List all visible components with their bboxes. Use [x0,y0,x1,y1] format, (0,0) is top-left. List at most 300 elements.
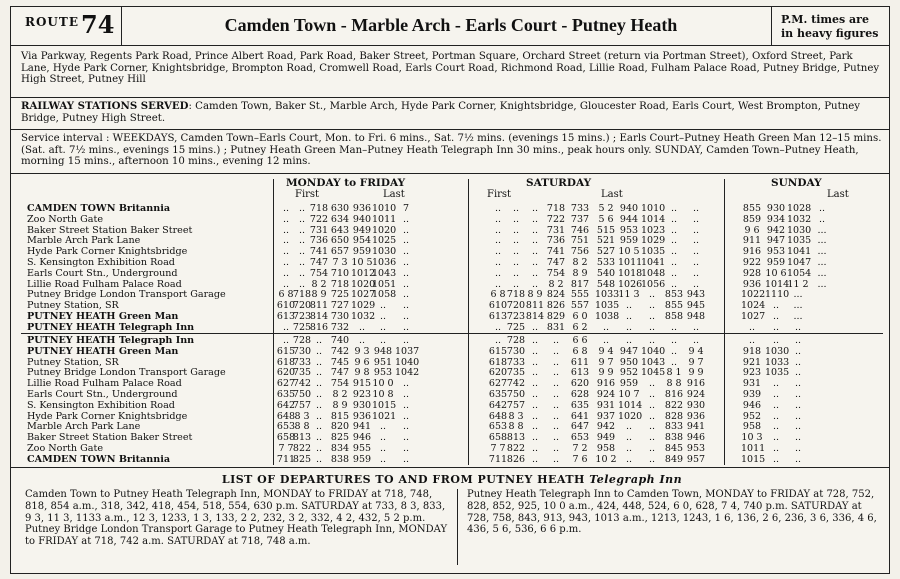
time-cell: 1024 [741,300,766,312]
time-cell: 733 [292,356,312,368]
time-cell: 711 [276,453,296,465]
time-cell: 9 9 [598,367,614,379]
time-cell: 731 [309,224,329,236]
time-cell: .. [531,235,539,247]
time-cell: ... [793,311,803,322]
time-cell: 754 [546,267,566,279]
pm-note-line: P.M. times are [781,13,869,26]
time-cell: .. [794,367,802,379]
time-cell: 658 [276,432,296,444]
time-cell: 8 2 [548,278,564,290]
time-cell: 941 [686,421,706,433]
time-cell: 1041 [787,246,812,258]
time-cell: ... [817,267,827,279]
time-cell: 1012 [351,267,376,279]
time-cell: .. [772,300,780,312]
time-cell: .. [512,224,520,236]
time-cell: .. [531,345,539,357]
time-cell: .. [648,311,656,322]
stop-label-inbound: Putney Bridge London Transport Garage [27,367,226,379]
time-cell: .. [531,213,539,225]
time-cell: 1014 [641,213,666,225]
time-cell: 1032 [351,311,376,322]
time-cell: .. [298,224,306,236]
time-cell: .. [512,235,520,247]
time-cell: .. [531,335,539,346]
time-cell: .. [648,443,656,454]
time-cell: 957 [686,453,706,465]
last-label: Last [383,189,405,200]
time-cell: 9 7 [598,356,614,368]
time-cell: .. [494,213,502,225]
time-cell: 855 [664,300,684,312]
time-cell: .. [794,432,802,444]
time-cell: .. [402,300,410,312]
time-cell: 527 [596,246,616,258]
time-cell: .. [748,321,756,333]
time-cell: .. [315,389,323,400]
departures-paragraph: Putney Bridge London Transport Garage to Putney Heath Telegraph Inn, MONDAY to FRIDAY at 718, 742 a.m. SATURDAY at 718, 748 a.m. [25,524,448,548]
time-cell: 1025 [372,235,397,247]
time-cell: 1015 [741,453,766,465]
time-cell: .. [494,267,502,279]
time-cell: .. [670,335,678,346]
time-cell: 741 [309,246,329,258]
time-cell: .. [298,235,306,247]
time-cell: 746 [570,224,590,236]
time-cell: ... [817,246,827,258]
time-cell: 931 [596,399,616,411]
time-cell: .. [648,378,656,390]
time-cell: .. [794,453,802,465]
time-cell: 820 [330,421,350,433]
time-cell: 942 [766,224,786,236]
group-saturday: SATURDAY [526,177,592,189]
time-cell: 959 [352,453,372,465]
stop-label-outbound: Putney Station, SR [27,300,119,312]
stop-label-outbound: Marble Arch Park Lane [27,235,141,247]
time-cell: .. [531,278,539,290]
time-cell: 1032 [787,213,812,225]
railway-text: : Camden Town, Baker St., Marble Arch, Hyde Park Corner, Knightsbridge, Gloucester Road, Earls Court, West Brompton, Putney Bridge, Putney High Street. [21,101,861,124]
time-cell: 515 [596,224,616,236]
time-cell: .. [494,224,502,236]
time-cell: 8 8 [666,378,682,390]
time-cell: .. [692,203,700,214]
time-cell: 732 [330,321,350,333]
time-cell: 751 [570,235,590,247]
time-cell: 730 [330,311,350,322]
time-cell: 816 [664,389,684,400]
time-cell: .. [552,410,560,422]
time-cell: .. [552,399,560,411]
time-cell: 1047 [787,257,812,268]
time-cell: 653 [488,421,508,433]
time-cell: .. [494,257,502,268]
time-cell: 8 1 [666,367,682,379]
time-cell: 533 [596,257,616,268]
time-cell: 7 6 [572,453,588,465]
time-cell: 853 [664,289,684,301]
time-cell: 922 [742,257,762,268]
column-divider [273,179,274,465]
time-cell: 950 [619,356,639,368]
time-cell: 750 [506,389,526,400]
time-cell: .. [402,278,410,290]
time-cell: 620 [488,367,508,379]
time-cell: 10 5 [618,246,640,258]
departures-heading-text: LIST OF DEPARTURES TO AND FROM PUTNEY HEATH [221,473,585,486]
time-cell: 1056 [641,278,666,290]
column-divider [468,179,469,465]
time-cell: .. [692,278,700,290]
pm-note [781,13,878,41]
time-cell: .. [692,224,700,236]
time-cell: 9 3 [354,345,370,357]
time-cell: 620 [276,367,296,379]
time-cell: .. [402,257,410,268]
divider [11,173,889,174]
group-sunday: SUNDAY [771,177,822,189]
time-cell: .. [298,246,306,258]
time-cell: .. [402,213,410,225]
time-cell: 1027 [351,289,376,301]
time-cell: 8 9 [332,399,348,411]
time-cell: .. [494,278,502,290]
time-cell: .. [379,300,387,312]
time-cell: .. [531,443,539,454]
time-cell: 8 2 [572,257,588,268]
time-cell: 824 [546,289,566,301]
stop-label-outbound: Lillie Road Fulham Palace Road [27,278,182,290]
time-cell: .. [818,203,826,214]
time-cell: 754 [330,378,350,390]
time-cell: 937 [596,410,616,422]
time-cell: .. [494,335,502,346]
stop-label-inbound: PUTNEY HEATH Telegraph Inn [27,335,195,346]
time-cell: .. [298,213,306,225]
time-cell: 855 [742,203,762,214]
time-cell: .. [282,224,290,236]
time-cell: 742 [330,345,350,357]
time-cell: 953 [373,367,393,379]
time-cell: 728 [292,335,312,346]
time-cell: 10 8 [372,389,394,400]
time-cell: 953 [619,224,639,236]
time-cell: .. [494,203,502,214]
departures-paragraph: Putney Heath Telegraph Inn to Camden Town, MONDAY to FRIDAY at 728, 752, 828, 852, 925, 10 0 a.m., 424, 448, 524, 6 0, 628, 7 4, 740 p.m. SATURDAY at 728, 758, 843, 913, 943, 1013 a.m., 1213, 1243, 1 6, 136, 2 6, 236, 3 6, 336, 4 6, 436, 5 6, 536, 6 6 p.m. [467,489,877,536]
time-cell: 952 [742,410,762,422]
time-cell: .. [512,267,520,279]
time-cell: 838 [664,432,684,444]
time-cell: 735 [292,367,312,379]
time-cell: 725 [330,289,350,301]
time-cell: 1010 [372,203,397,214]
time-cell: 1110 [765,289,790,301]
time-cell: 648 [488,410,508,422]
stop-label-inbound: PUTNEY HEATH Green Man [27,345,179,357]
time-cell: 859 [742,213,762,225]
time-cell: 954 [352,235,372,247]
time-cell: .. [531,389,539,400]
time-cell: 815 [330,410,350,422]
time-cell: 730 [506,345,526,357]
stop-label-inbound: Putney Station, SR [27,356,119,368]
time-cell: .. [531,203,539,214]
time-cell: .. [772,453,780,465]
time-cell: .. [298,278,306,290]
stop-label-outbound: Baker Street Station Baker Street [27,224,193,236]
time-cell: 930 [352,399,372,411]
time-cell: 742 [506,378,526,390]
time-cell: .. [402,335,410,346]
stop-label-outbound: PUTNEY HEATH Green Man [27,311,179,322]
time-cell: 947 [619,345,639,357]
time-cell: .. [402,389,410,400]
time-cell: .. [282,246,290,258]
time-cell: 618 [276,356,296,368]
time-cell: 611 [570,356,590,368]
time-cell: .. [794,378,802,390]
time-cell: 949 [596,432,616,444]
time-cell: 817 [570,278,590,290]
railway-label: RAILWAY STATIONS SERVED [21,100,189,112]
time-cell: 10 3 [741,432,763,444]
time-cell: 9 7 [688,356,704,368]
time-cell: .. [402,289,410,301]
time-cell: 742 [292,378,312,390]
stop-label-inbound: Lillie Road Fulham Palace Road [27,378,182,390]
time-cell: .. [358,321,366,333]
time-cell: .. [402,321,410,333]
time-cell: 939 [742,389,762,400]
time-cell: 736 [546,235,566,247]
time-cell: 1035 [765,367,790,379]
time-cell: 1058 [372,289,397,301]
route-label: ROUTE [25,15,79,29]
stop-label-inbound: Zoo North Gate [27,443,104,454]
time-cell: 6 8 [490,289,506,301]
time-cell: 613 [570,367,590,379]
time-cell: .. [531,421,539,433]
time-cell: .. [531,410,539,422]
time-cell: 555 [570,289,590,301]
time-cell: .. [692,321,700,333]
time-cell: 1027 [741,311,766,322]
time-cell: .. [648,453,656,465]
departures-right [467,489,879,536]
time-cell: 628 [570,389,590,400]
time-cell: 833 [664,421,684,433]
time-cell: 959 [352,246,372,258]
time-cell: 959 [766,257,786,268]
stop-label-outbound: CAMDEN TOWN Britannia [27,203,171,214]
time-cell: 1011 [618,257,643,268]
time-cell: ... [817,235,827,247]
time-cell: .. [315,410,323,422]
stop-label-inbound: CAMDEN TOWN Britannia [27,453,171,465]
time-cell: 838 [330,453,350,465]
time-cell: .. [794,443,802,454]
time-cell: .. [772,321,780,333]
time-cell: .. [315,345,323,357]
time-cell: 6 2 [572,321,588,333]
time-cell: .. [379,335,387,346]
time-cell: 951 [373,356,393,368]
time-cell: ... [817,257,827,268]
time-cell: .. [379,321,387,333]
time-cell: 620 [570,378,590,390]
time-cell: 6 0 [572,311,588,322]
time-cell: 1011 [372,213,397,225]
time-cell: 521 [596,235,616,247]
time-cell: .. [648,399,656,411]
time-cell: .. [772,378,780,390]
time-cell: 918 [742,345,762,357]
time-cell: .. [748,335,756,346]
time-cell: 811 [309,300,329,312]
time-cell: 9 6 [354,356,370,368]
time-cell: 733 [506,356,526,368]
time-cell: 1030 [765,345,790,357]
time-cell: 648 [276,410,296,422]
time-cell: 949 [352,224,372,236]
time-cell: 849 [664,453,684,465]
time-cell: 822 [506,443,526,454]
time-cell: 10 5 [351,257,373,268]
time-cell: .. [531,399,539,411]
time-cell: 1040 [395,356,420,368]
time-cell: .. [379,443,387,454]
time-cell: 1054 [787,267,812,279]
time-cell: .. [315,421,323,433]
time-cell: 615 [488,345,508,357]
time-cell: 814 [525,311,545,322]
time-cell: 710 [330,267,350,279]
time-cell: 747 [309,257,329,268]
time-cell: 733 [570,203,590,214]
stop-label-outbound: PUTNEY HEATH Telegraph Inn [27,321,195,333]
time-cell: .. [402,432,410,444]
time-cell: .. [315,378,323,390]
time-cell: .. [531,356,539,368]
time-cell: 5 6 [598,213,614,225]
time-cell: .. [772,421,780,433]
time-cell: 757 [506,399,526,411]
time-cell: .. [772,389,780,400]
time-cell: .. [648,432,656,444]
time-cell: 6 8 [572,345,588,357]
time-cell: .. [648,389,656,400]
time-cell: 826 [506,453,526,465]
time-cell: .. [402,453,410,465]
time-cell: 1048 [641,267,666,279]
time-cell: .. [315,432,323,444]
time-cell: 828 [664,410,684,422]
time-cell: .. [648,421,656,433]
last-label: Last [601,189,623,200]
time-cell: ... [793,300,803,312]
time-cell: 658 [488,432,508,444]
time-cell: 921 [742,356,762,368]
time-cell: 731 [546,224,566,236]
time-cell: 946 [352,432,372,444]
column-divider [724,179,725,465]
time-cell: .. [818,213,826,225]
direction-divider [21,333,883,334]
time-cell: 627 [488,378,508,390]
time-cell: 9 8 [354,367,370,379]
time-cell: .. [531,378,539,390]
time-cell: .. [315,356,323,368]
time-cell: .. [670,345,678,357]
time-cell: .. [552,367,560,379]
page-title: Camden Town - Marble Arch - Earls Court - Putney Heath [224,15,678,35]
time-cell: .. [552,356,560,368]
stop-label-inbound: Marble Arch Park Lane [27,421,141,433]
departures-section [21,469,883,569]
time-cell: 943 [686,289,706,301]
time-cell: .. [358,335,366,346]
time-cell: .. [282,335,290,346]
time-cell: .. [772,399,780,411]
time-cell: 653 [570,432,590,444]
time-cell: .. [379,453,387,465]
time-cell: 747 [330,367,350,379]
time-cell: .. [648,289,656,301]
time-cell: 1015 [372,399,397,411]
time-cell: 754 [309,267,329,279]
time-cell: .. [648,335,656,346]
time-cell: .. [794,356,802,368]
time-cell: .. [670,246,678,258]
time-cell: 741 [546,246,566,258]
time-cell: 923 [352,389,372,400]
time-cell: .. [552,389,560,400]
time-cell: .. [494,321,502,333]
time-cell: .. [794,421,802,433]
time-cell: .. [625,443,633,454]
time-cell: 737 [570,213,590,225]
time-cell: 1021 [372,410,397,422]
time-cell: 816 [309,321,329,333]
time-cell: 1035 [641,246,666,258]
time-cell: 618 [488,356,508,368]
time-cell: .. [402,443,410,454]
time-cell: .. [602,321,610,333]
time-cell: .. [282,203,290,214]
time-cell: 1043 [641,356,666,368]
time-cell: 9 4 [598,345,614,357]
time-cell: 750 [292,389,312,400]
time-cell: 635 [570,399,590,411]
time-cell: .. [379,311,387,322]
time-cell: 822 [292,443,312,454]
time-cell: .. [512,203,520,214]
time-cell: 948 [686,311,706,322]
time-cell: 627 [276,378,296,390]
time-cell: .. [402,399,410,411]
time-cell: .. [282,257,290,268]
time-cell: 723 [506,311,526,322]
time-cell: 825 [330,432,350,444]
time-cell: 845 [664,443,684,454]
time-cell: 1028 [787,203,812,214]
departures-paragraph: Camden Town to Putney Heath Telegraph Inn, MONDAY to FRIDAY at 718, 748, 818, 854 a.m., 318, 342, 418, 454, 518, 554, 630 p.m. SATURDAY at 733, 8 3, 833, 9 3, 11 3, 1133 a.m., 12 3, 1233, 1 3, 133, 2 2, 232, 3 2, 332, 4 2, 432, 5 2 p.m. [25,489,446,524]
time-cell: 1026 [618,278,643,290]
time-cell: 911 [742,235,762,247]
time-cell: 953 [686,443,706,454]
